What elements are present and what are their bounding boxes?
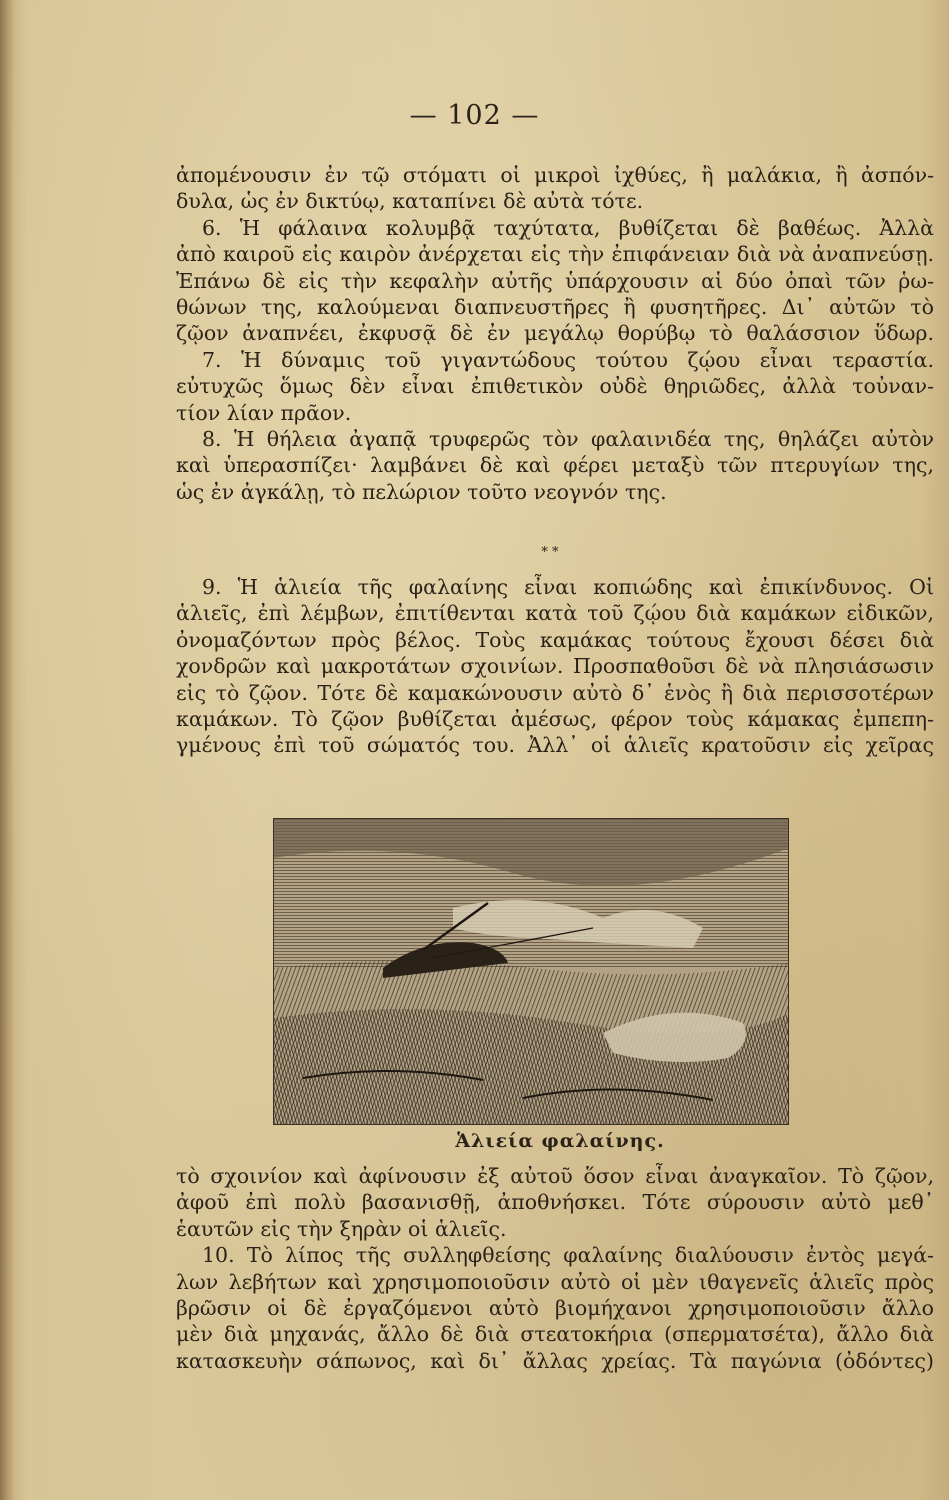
- page-left-edge: [0, 0, 14, 1500]
- page-number: — 102 —: [409, 100, 540, 131]
- text-line: 6. Ἡ φάλαινα κολυμβᾷ ταχύτατα, βυθίζεται δὲ βαθέως. Ἀλλὰ: [202, 215, 934, 240]
- text-line: καμάκων. Τὸ ζῷον βυθίζεται ἀμέσως, φέρον τοὺς κάμακας ἐμπεπη-: [176, 706, 934, 731]
- text-line: κατασκευὴν σάπωνος, καὶ δι᾽ ἄλλας χρείας. Τὰ παγώνια (ὀδόντες): [176, 1348, 934, 1373]
- text-line: ζῷον ἀναπνέει, ἐκφυσᾷ δὲ ἐν μεγάλῳ θορύβῳ τὸ θαλάσσιον ὕδωρ.: [176, 321, 934, 346]
- figure-caption: Ἁλιεία φαλαίνης.: [455, 1130, 665, 1152]
- text-line: γμένους ἐπὶ τοῦ σώματός του. Ἀλλ᾽ οἱ ἁλιεῖς κρατοῦσιν εἰς χεῖρας: [176, 733, 934, 758]
- lower-text-block: [176, 1163, 934, 1374]
- text-line: ὀνομαζόντων πρὸς βέλος. Τοὺς καμάκας τούτους ἔχουσι δέσει διὰ: [176, 627, 934, 652]
- text-line: Ἐπάνω δὲ εἰς τὴν κεφαλὴν αὐτῆς ὑπάρχουσιν αἱ δύο ὀπαὶ τῶν ῥω-: [176, 268, 934, 293]
- text-line: τὸ σχοινίον καὶ ἀφίνουσιν ἐξ αὐτοῦ ὅσον εἶναι ἀναγκαῖον. Τὸ ζῷον,: [176, 1164, 934, 1188]
- whaling-engraving: [273, 818, 789, 1125]
- text-line: 8. Ἡ θήλεια ἀγαπᾷ τρυφερῶς τὸν φαλαινιδέα της, θηλάζει αὐτὸν: [202, 426, 934, 451]
- text-line: λων λεβήτων καὶ χρησιμοποιοῦσιν αὐτὸ οἱ μὲν ιθαγενεῖς ἁλιεῖς πρὸς: [176, 1269, 934, 1294]
- text-line: 9. Ἡ ἁλιεία τῆς φαλαίνης εἶναι κοπιώδης καὶ ἐπικίνδυνος. Οἱ: [202, 575, 934, 599]
- text-line: ἁλιεῖς, ἐπὶ λέμβων, ἐπιτίθενται κατὰ τοῦ ζῴου διὰ καμάκων εἰδικῶν,: [176, 601, 934, 626]
- text-line: χονδρῶν καὶ μακροτάτων σχοινίων. Προσπαθοῦσι δὲ νὰ πλησιάσωσιν: [176, 654, 934, 679]
- text-line: βρῶσιν οἱ δὲ ἐργαζόμενοι αὐτὸ βιομήχανοι χρησιμοποιοῦσιν ἄλλο: [176, 1295, 934, 1320]
- text-line: ἀφοῦ ἐπὶ πολὺ βασανισθῇ, ἀποθνήσκει. Τότε σύρουσιν αὐτὸ μεθ᾽: [176, 1190, 934, 1215]
- text-line: θώνων της, καλούμεναι διαπνευστῆρες ἢ φυσητῆρες. Δι᾽ αὐτῶν τὸ: [176, 294, 934, 319]
- whaling-illustration: [273, 818, 789, 1125]
- text-line: ὡς ἐν ἀγκάλῃ, τὸ πελώριον τοῦτο νεογνόν της.: [176, 479, 667, 504]
- text-line: ἀπὸ καιροῦ εἰς καιρὸν ἀνέρχεται εἰς τὴν ἐπιφάνειαν διὰ νὰ ἀναπνεύσῃ.: [176, 242, 934, 267]
- text-line: εὐτυχῶς ὅμως δὲν εἶναι ἐπιθετικὸν οὐδὲ θηριῶδες, ἀλλὰ τοὐναν-: [176, 374, 934, 399]
- middle-text-block: [176, 574, 934, 759]
- text-line: δυλα, ὡς ἐν δικτύῳ, καταπίνει δὲ αὐτὰ τότε.: [176, 189, 644, 214]
- text-line: 10. Τὸ λίπος τῆς συλληφθείσης φαλαίνης διαλύουσιν ἐντὸς μεγά-: [202, 1243, 934, 1268]
- section-separator: * *: [541, 545, 559, 560]
- text-line: 7. Ἡ δύναμις τοῦ γιγαντώδους τούτου ζῴου εἶναι τεραστία.: [202, 347, 934, 372]
- text-line: εἰς τὸ ζῷον. Τότε δὲ καμακώνουσιν αὐτὸ δ᾽ ἑνὸς ἢ διὰ περισσοτέρων: [176, 680, 934, 705]
- text-line: ἀπομένουσιν ἐν τῷ στόματι οἱ μικροὶ ἰχθύες, ἢ μαλάκια, ἢ ἀσπόν-: [176, 163, 934, 187]
- text-line: μὲν διὰ μηχανάς, ἄλλο δὲ διὰ στεατοκήρια (σπερματσέτα), ἄλλο διὰ: [176, 1322, 934, 1347]
- upper-text-block: [176, 162, 934, 505]
- text-line: τίον λίαν πρᾶον.: [176, 400, 352, 425]
- text-line: ἑαυτῶν εἰς τὴν ξηρὰν οἱ ἁλιεῖς.: [176, 1216, 507, 1241]
- text-line: καὶ ὑπερασπίζει· λαμβάνει δὲ καὶ φέρει μεταξὺ τῶν πτερυγίων της,: [176, 453, 934, 478]
